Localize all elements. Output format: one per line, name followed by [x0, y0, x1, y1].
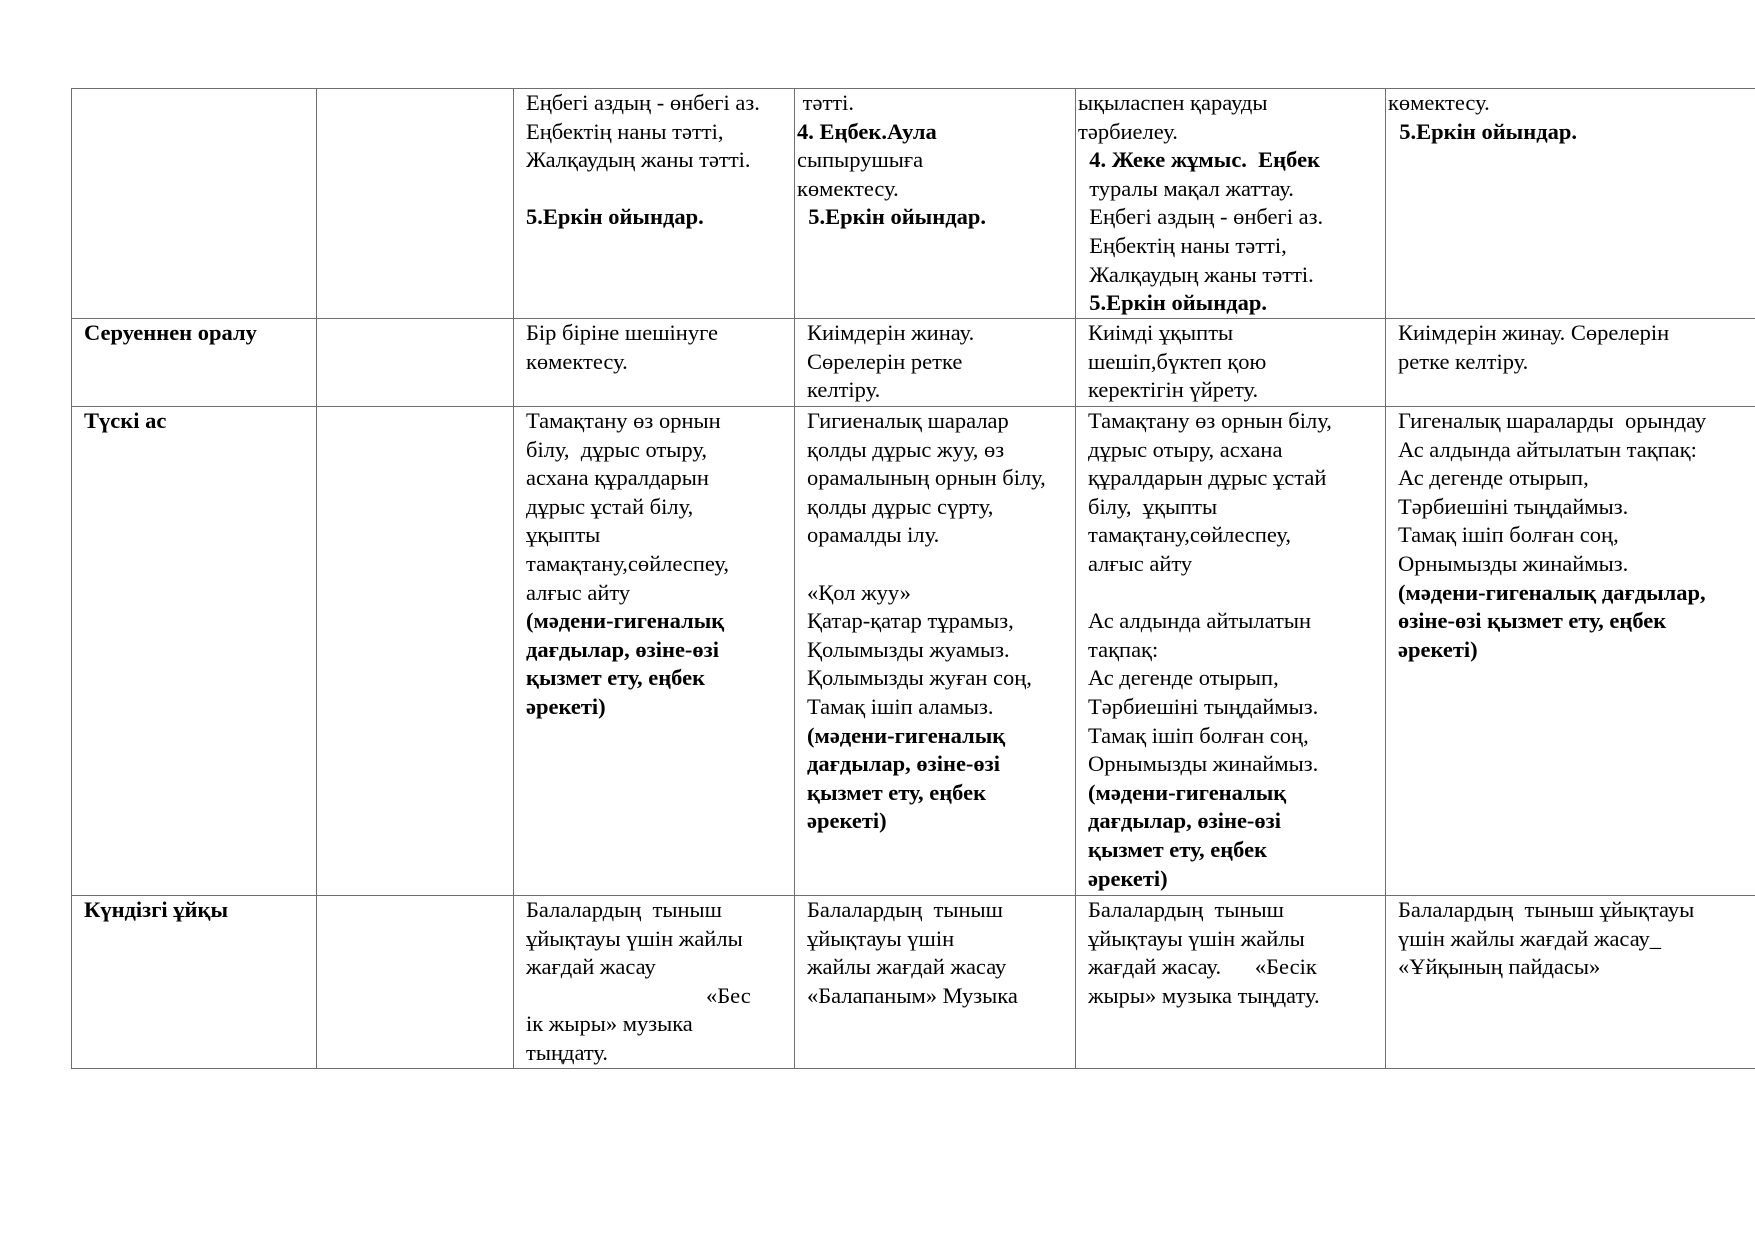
day-cell: [1386, 407, 1755, 896]
cell-text-line: 4. Жеке жұмыс. Еңбек: [1078, 147, 1321, 173]
cell-text-line: Еңбегі аздың - өнбегі аз.: [1078, 204, 1324, 230]
cell-text-line: ұйықтауы үшін жайлы: [526, 925, 743, 951]
cell-text-line: көмектесу.: [526, 348, 628, 374]
cell-text-line: Еңбектің наны тәтті,: [526, 118, 724, 144]
cell-text-line: 5.Еркін ойындар.: [526, 204, 704, 230]
cell-text-line: Орнымызды жинаймыз.: [1398, 550, 1629, 576]
day-cell: [795, 89, 1076, 319]
cell-text-line: әрекеті): [526, 693, 606, 719]
row-label: Түскі ас: [72, 407, 317, 896]
cell-text-line: алғыс айту: [526, 579, 631, 605]
cell-text-line: Ас дегенде отырып,: [1088, 665, 1279, 691]
cell-text-line: қолды дұрыс жуу, өз: [807, 436, 1005, 462]
cell-text-line: қолды дұрыс сүрту,: [807, 493, 994, 519]
cell-text-line: Балалардың тыныш: [1088, 897, 1284, 922]
cell-text-line: Киімдерін жинау.: [807, 320, 975, 345]
cell-text-line: үшін жайлы жағдай жасау_: [1398, 925, 1662, 951]
cell-text-line: Гигеналық шараларды орындау: [1398, 408, 1707, 433]
cell-text-line: дұрыс отыру, асхана: [1088, 436, 1283, 462]
day-cell: [1386, 896, 1755, 1069]
cell-text-line: әрекеті): [807, 808, 887, 834]
cell-text-line: [526, 175, 788, 204]
empty-cell: [317, 896, 514, 1069]
day-cell: [1076, 89, 1386, 319]
day-cell: [1386, 319, 1755, 407]
table-row: [72, 319, 1755, 407]
cell-text-line: шешіп,бүктеп қою: [1088, 348, 1267, 374]
cell-text-line: (мәдени-гигеналық: [526, 608, 725, 634]
cell-text-line: орамалының орнын білу,: [807, 465, 1046, 491]
cell-text-line: ықыласпен қарауды: [1078, 90, 1268, 115]
cell-text-line: тақпақ:: [1088, 636, 1159, 662]
cell-text-line: Киімді ұқыпты: [1088, 320, 1234, 345]
day-cell: [795, 319, 1076, 407]
empty-cell: [317, 319, 514, 407]
cell-text-line: (мәдени-гигеналық: [1088, 779, 1287, 805]
daily-plan-table: [71, 88, 1755, 1069]
cell-text-line: «Балапаным» Музыка: [807, 982, 1018, 1008]
cell-text-line: 4. Еңбек.Аула: [797, 118, 937, 144]
cell-text-line: туралы мақал жаттау.: [1078, 175, 1294, 201]
cell-text-line: Бір біріне шешінуге: [526, 320, 718, 345]
cell-text-line: Тамақ ішіп болған соң,: [1088, 722, 1309, 748]
cell-text-line: керектігін үйрету.: [1088, 377, 1259, 403]
cell-text-line: ік жыры» музыка: [526, 1011, 693, 1037]
cell-text-line: ұйықтауы үшін: [807, 925, 955, 951]
cell-text-line: алғыс айту: [1088, 550, 1193, 576]
cell-text-line: жағдай жасау. «Бесік: [1088, 954, 1317, 980]
cell-text-line: 5.Еркін ойындар.: [1078, 290, 1267, 316]
cell-text-line: Ас дегенде отырып,: [1398, 465, 1589, 491]
cell-text-line: 5.Еркін ойындар.: [797, 204, 986, 230]
cell-text-line: Балалардың тыныш: [526, 897, 722, 922]
cell-text-line: дағдылар, өзіне-өзі: [807, 751, 1000, 777]
cell-text-line: келтіру.: [807, 377, 881, 403]
table-row: [72, 896, 1755, 1069]
cell-text-line: құралдарын дұрыс ұстай: [1088, 465, 1327, 491]
cell-text-line: «Ұйқының пайдасы»: [1398, 954, 1601, 980]
cell-text-line: тамақтану,сөйлеспеу,: [1088, 522, 1291, 548]
day-cell: [514, 319, 795, 407]
cell-text-line: Тәрбиешіні тыңдаймыз.: [1398, 493, 1629, 519]
cell-text-line: дұрыс ұстай білу,: [526, 493, 694, 519]
cell-text-line: жыры» музыка тыңдату.: [1088, 982, 1320, 1008]
cell-text-line: «Қол жуу»: [807, 579, 911, 605]
cell-text-line: тәтті.: [797, 90, 854, 115]
cell-text-line: жағдай жасау: [526, 954, 656, 980]
cell-text-line: Жалқаудың жаны тәтті.: [526, 147, 751, 173]
day-cell: [795, 407, 1076, 896]
cell-text-line: [1088, 579, 1379, 608]
cell-text-line: Орнымызды жинаймыз.: [1088, 751, 1319, 777]
cell-text-line: дағдылар, өзіне-өзі: [1088, 808, 1281, 834]
cell-text-line: Сөрелерін ретке: [807, 348, 963, 374]
cell-text-line: білу, дұрыс отыру,: [526, 436, 707, 462]
cell-text-line: ұйықтауы үшін жайлы: [1088, 925, 1305, 951]
cell-text-line: «Бес: [526, 982, 751, 1008]
cell-text-line: сыпырушыға: [797, 147, 924, 173]
cell-text-line: ретке келтіру.: [1398, 348, 1529, 374]
cell-text-line: Тамақ ішіп аламыз.: [807, 693, 994, 719]
cell-text-line: Ас алдында айтылатын: [1088, 608, 1311, 634]
day-cell: [514, 407, 795, 896]
table-row: [72, 89, 1755, 319]
day-cell: [514, 896, 795, 1069]
row-label: Күндізгі ұйқы: [72, 896, 317, 1069]
cell-text-line: Киімдерін жинау. Сөрелерін: [1398, 320, 1670, 345]
cell-text-line: тамақтану,сөйлеспеу,: [526, 550, 729, 576]
cell-text-line: көмектесу.: [1388, 90, 1490, 115]
cell-text-line: Қатар-қатар тұрамыз,: [807, 608, 1014, 634]
cell-text-line: білу, ұқыпты: [1088, 493, 1218, 519]
cell-text-line: қызмет ету, еңбек: [526, 665, 706, 691]
cell-text-line: жайлы жағдай жасау: [807, 954, 1007, 980]
cell-text-line: Тамақ ішіп болған соң,: [1398, 522, 1619, 548]
cell-text-line: Еңбектің наны тәтті,: [1078, 232, 1287, 258]
cell-text-line: Жалқаудың жаны тәтті.: [1078, 261, 1314, 287]
day-cell: [1386, 89, 1755, 319]
cell-text-line: Тамақтану өз орнын білу,: [1088, 408, 1332, 433]
cell-text-line: Тәрбиешіні тыңдаймыз.: [1088, 693, 1319, 719]
row-label: Серуеннен оралу: [72, 319, 317, 407]
cell-text-line: Тамақтану өз орнын: [526, 408, 721, 433]
cell-text-line: Балалардың тыныш ұйықтауы: [1398, 897, 1695, 922]
cell-text-line: (мәдени-гигеналық дағдылар,: [1398, 579, 1706, 605]
cell-text-line: Балалардың тыныш: [807, 897, 1003, 922]
cell-text-line: әрекеті): [1088, 865, 1168, 891]
cell-text-line: тәрбиелеу.: [1078, 118, 1178, 144]
cell-text-line: әрекеті): [1398, 636, 1478, 662]
table-row: [72, 407, 1755, 896]
empty-cell: [317, 407, 514, 896]
row-label: [72, 89, 317, 319]
cell-text-line: ұқыпты: [526, 522, 601, 548]
day-cell: [795, 896, 1076, 1069]
empty-cell: [317, 89, 514, 319]
cell-text-line: асхана құралдарын: [526, 465, 709, 491]
day-cell: [1076, 896, 1386, 1069]
cell-text-line: орамалды ілу.: [807, 522, 940, 548]
cell-text-line: [807, 550, 1069, 579]
day-cell: [1076, 407, 1386, 896]
cell-text-line: (мәдени-гигеналық: [807, 722, 1006, 748]
cell-text-line: Гигиеналық шаралар: [807, 408, 1009, 433]
day-cell: [1076, 319, 1386, 407]
cell-text-line: 5.Еркін ойындар.: [1388, 118, 1577, 144]
cell-text-line: тыңдату.: [526, 1039, 609, 1065]
cell-text-line: қызмет ету, еңбек: [1088, 836, 1268, 862]
cell-text-line: Қолымызды жуған соң,: [807, 665, 1032, 691]
cell-text-line: қызмет ету, еңбек: [807, 779, 987, 805]
cell-text-line: Еңбегі аздың - өнбегі аз.: [526, 90, 760, 115]
day-cell: [514, 89, 795, 319]
cell-text-line: көмектесу.: [797, 175, 899, 201]
cell-text-line: Қолымызды жуамыз.: [807, 636, 1010, 662]
cell-text-line: дағдылар, өзіне-өзі: [526, 636, 719, 662]
cell-text-line: Ас алдында айтылатын тақпақ:: [1398, 436, 1697, 462]
cell-text-line: өзіне-өзі қызмет ету, еңбек: [1398, 608, 1667, 634]
